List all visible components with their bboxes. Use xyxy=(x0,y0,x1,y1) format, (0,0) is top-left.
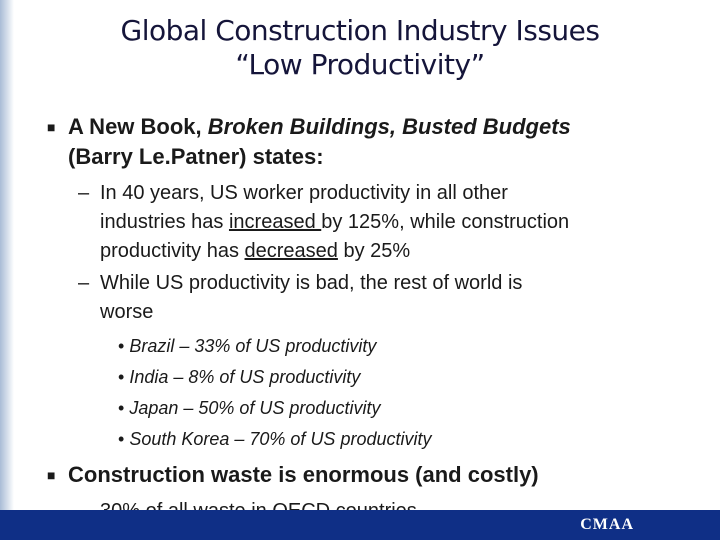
country-item-brazil: • Brazil – 33% of US productivity xyxy=(118,336,377,356)
decreased-underlined: decreased xyxy=(244,240,338,262)
dash-bullet: – xyxy=(78,182,90,204)
dash-bullet: – xyxy=(78,272,90,294)
bullet-book xyxy=(48,112,571,142)
square-bullet-icon: ■ xyxy=(47,119,56,135)
bullet-book-line2: (Barry Le.Patner) states: xyxy=(68,144,324,169)
country-item-japan: • Japan – 50% of US productivity xyxy=(118,398,381,418)
dot-bullet-icon: • xyxy=(118,429,125,449)
sub-bullet-world-line1: While US productivity is bad, the rest of world is xyxy=(100,272,523,294)
dot-bullet-icon: • xyxy=(118,336,125,356)
slide-title-line1: Global Construction Industry Issues xyxy=(120,14,600,47)
dot-bullet-icon: • xyxy=(118,398,125,418)
increased-underlined: increased xyxy=(228,211,322,233)
book-title: Broken Buildings, Busted Budgets xyxy=(207,114,571,139)
sub-bullet-productivity-line1: In 40 years, US worker productivity in all other xyxy=(100,182,508,204)
sub-bullet-productivity-line2: industries has increased by 125%, while construction xyxy=(100,211,570,233)
sub-bullet-world xyxy=(78,269,678,327)
country-item-india: • India – 8% of US productivity xyxy=(118,367,361,387)
sub-bullet-productivity xyxy=(78,179,678,266)
square-bullet-icon: ■ xyxy=(47,467,56,483)
slide-title-line2: “Low Productivity” xyxy=(235,48,485,81)
bullet-waste: ■ Construction waste is enormous (and costly) xyxy=(48,460,539,490)
footer-bar xyxy=(0,510,720,540)
sub-bullet-world-line2: worse xyxy=(100,301,154,323)
sub-bullet-productivity-line3: productivity has decreased by 25% xyxy=(100,240,411,262)
country-item-south-korea: • South Korea – 70% of US productivity xyxy=(118,429,432,449)
dot-bullet-icon: • xyxy=(118,367,125,387)
bullet-book-prefix: A New Book, xyxy=(68,114,208,139)
cmaa-logo: CMAA xyxy=(580,516,634,533)
